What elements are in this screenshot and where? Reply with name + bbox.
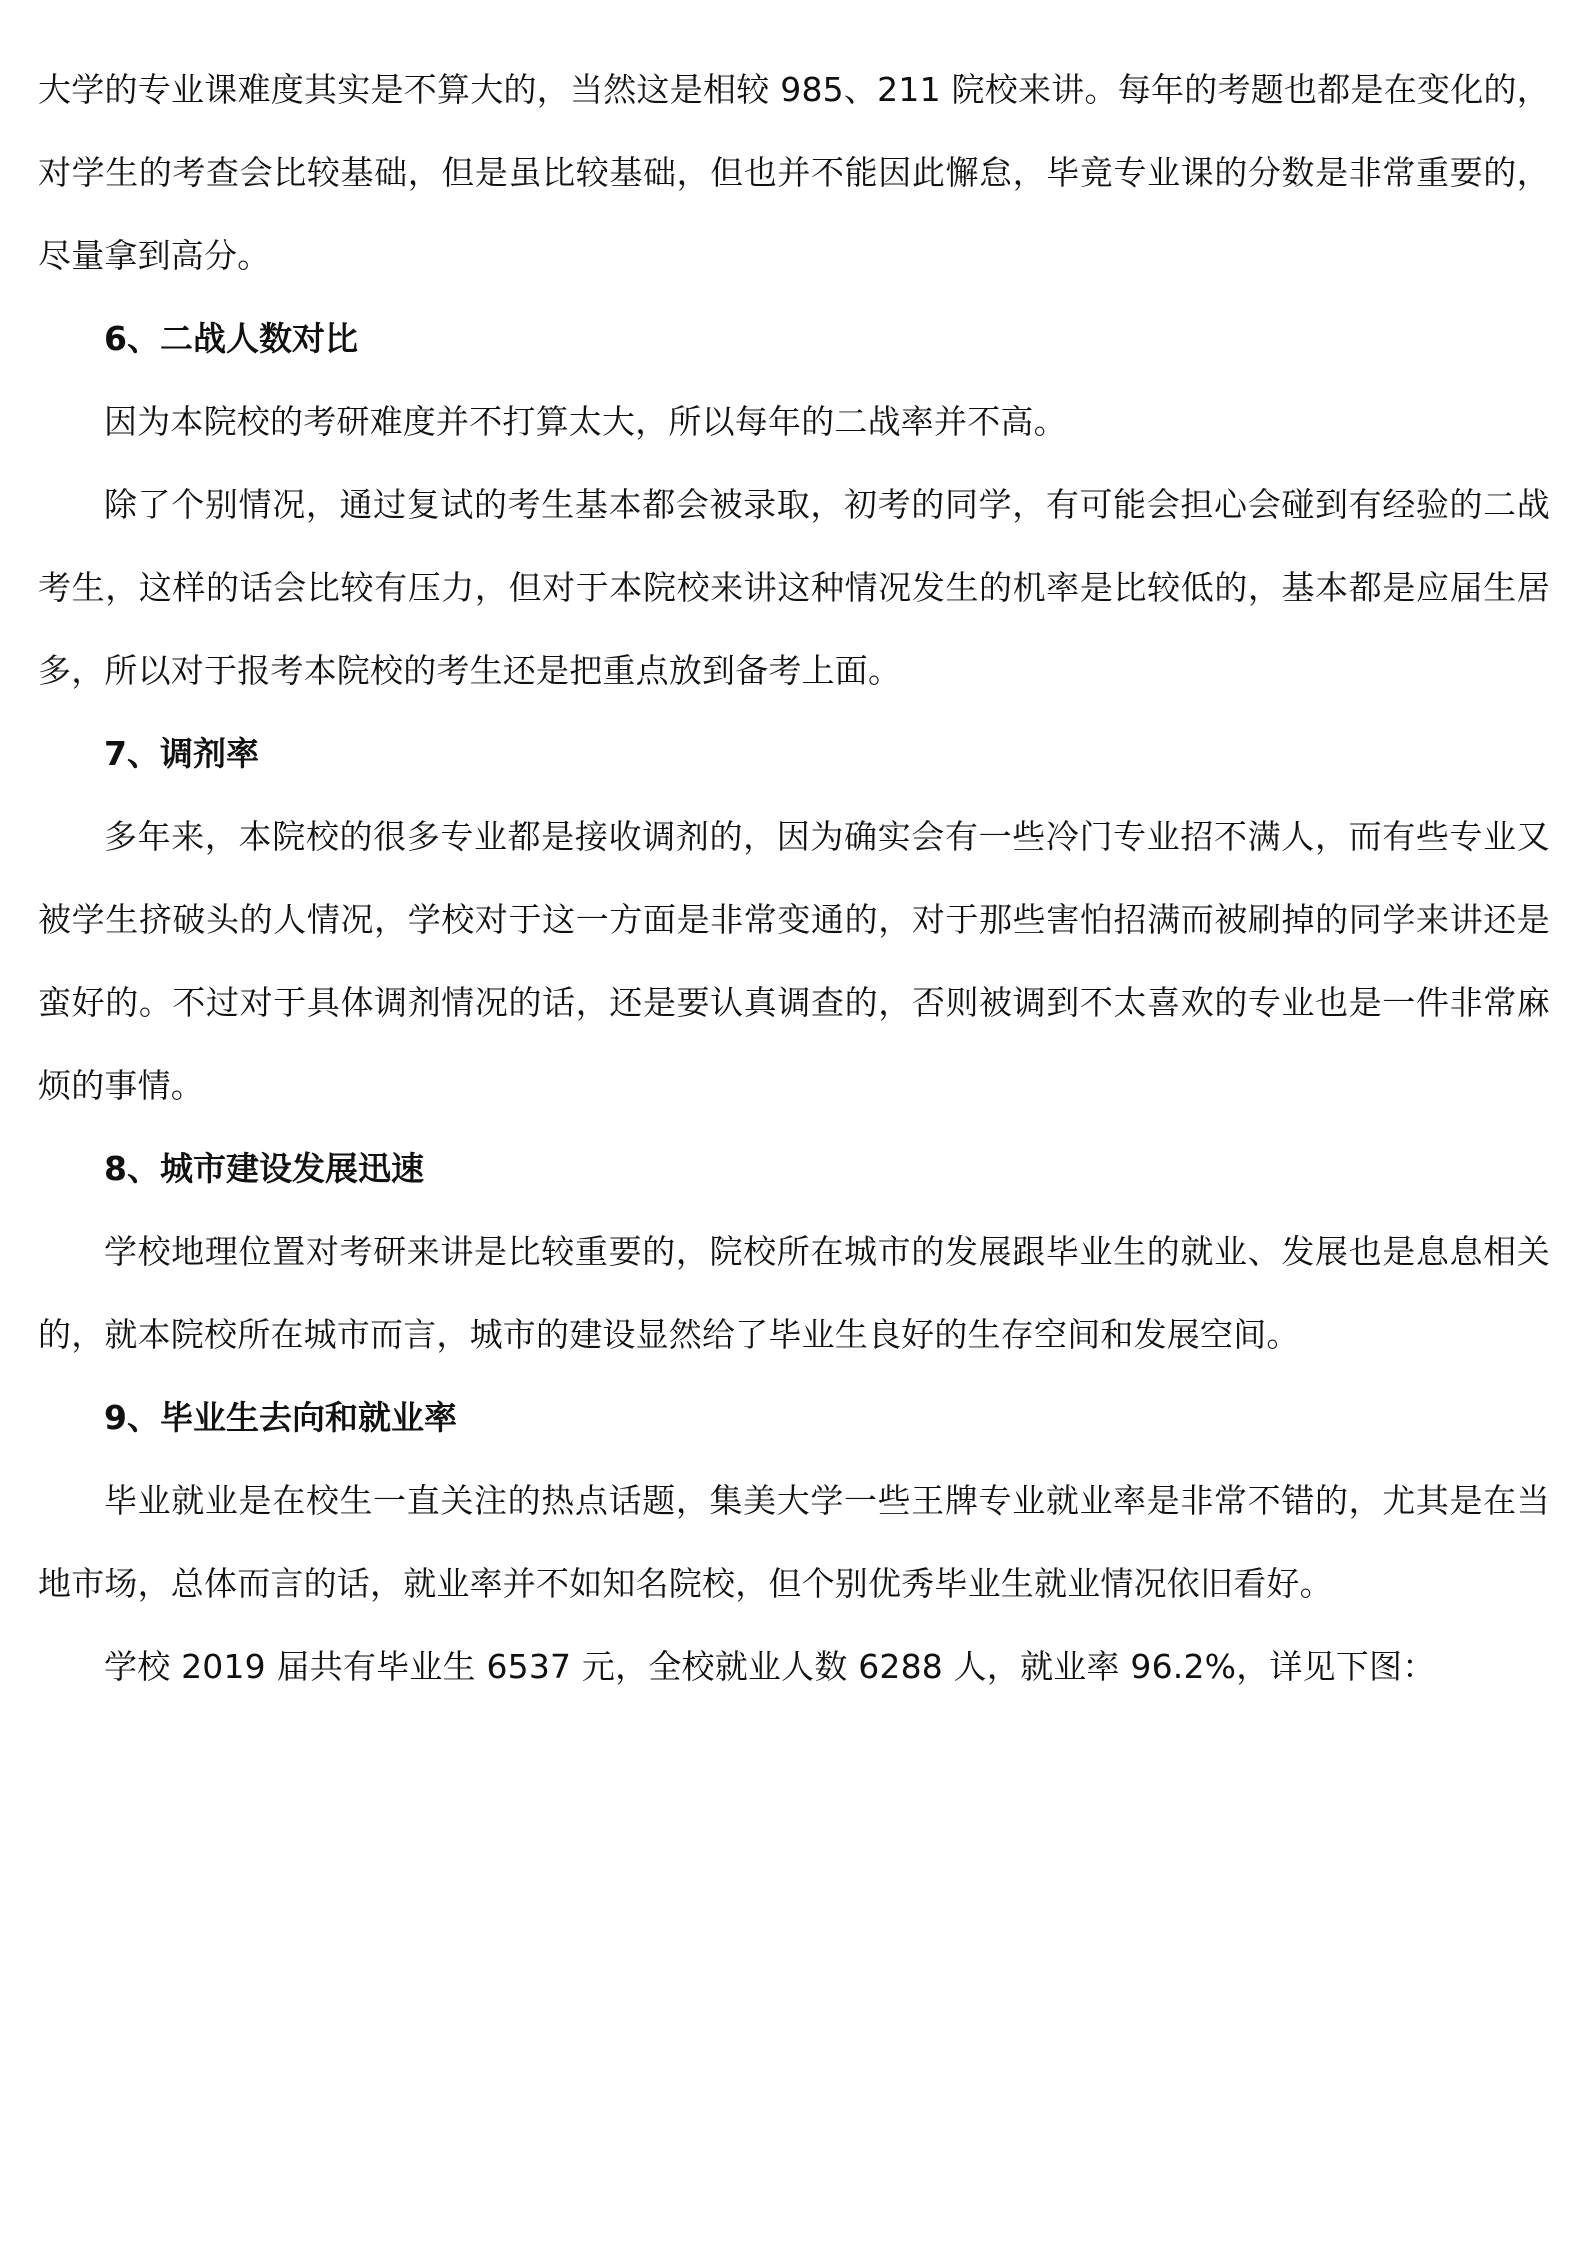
paragraph-intro: 大学的专业课难度其实是不算大的，当然这是相较 985、211 院校来讲。每年的考题也都是在变化的，对学生的考查会比较基础，但是虽比较基础，但也并不能因此懈怠，毕竟专业课的分数是非常重要的，尽量拿到高分。 [38,70,1550,275]
paragraph-city-development: 学校地理位置对考研来讲是比较重要的，院校所在城市的发展跟毕业生的就业、发展也是息息相关的，就本院校所在城市而言，城市的建设显然给了毕业生良好的生存空间和发展空间。 [38,1232,1550,1354]
heading-employment: 9、毕业生去向和就业率 [104,1398,457,1437]
paragraph-employment-stats: 学校 2019 届共有毕业生 6537 元，全校就业人数 6288 人，就业率 96.2%，详见下图： [104,1647,1436,1686]
heading-second-attempt: 6、二战人数对比 [104,319,358,358]
paragraph-second-attempt-rate: 因为本院校的考研难度并不打算太大，所以每年的二战率并不高。 [104,402,1067,441]
heading-city-development: 8、城市建设发展迅速 [104,1149,424,1188]
document-page [38,48,1550,1708]
paragraph-employment: 毕业就业是在校生一直关注的热点话题，集美大学一些王牌专业就业率是非常不错的，尤其是在当地市场，总体而言的话，就业率并不如知名院校，但个别优秀毕业生就业情况依旧看好。 [38,1481,1550,1603]
heading-adjustment-rate: 7、调剂率 [104,734,259,773]
paragraph-second-attempt-detail: 除了个别情况，通过复试的考生基本都会被录取，初考的同学，有可能会担心会碰到有经验的二战考生，这样的话会比较有压力，但对于本院校来讲这种情况发生的机率是比较低的，基本都是应届生居多，所以对于报考本院校的考生还是把重点放到备考上面。 [38,485,1550,690]
paragraph-adjustment-rate: 多年来，本院校的很多专业都是接收调剂的，因为确实会有一些冷门专业招不满人，而有些专业又被学生挤破头的人情况，学校对于这一方面是非常变通的，对于那些害怕招满而被刷掉的同学来讲还是蛮好的。不过对于具体调剂情况的话，还是要认真调查的，否则被调到不太喜欢的专业也是一件非常麻烦的事情。 [38,817,1550,1105]
